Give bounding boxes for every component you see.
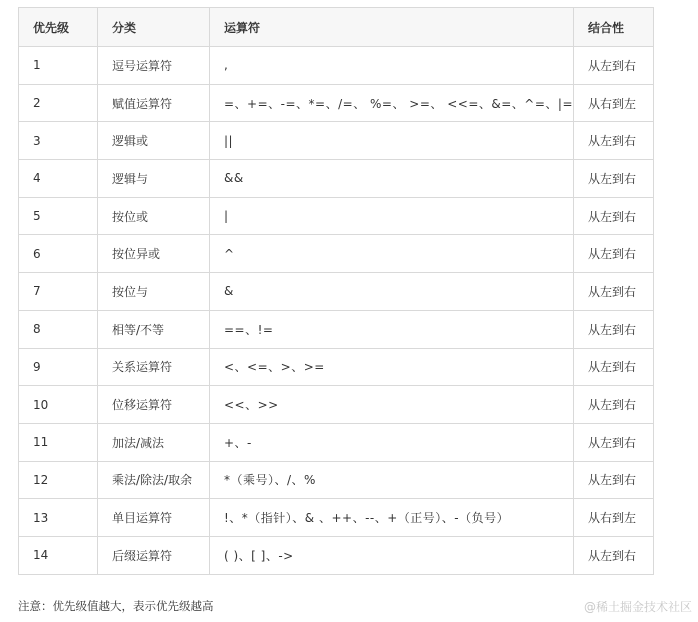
cell-category: 赋值运算符 — [98, 84, 210, 122]
cell-associativity: 从左到右 — [574, 47, 654, 85]
table-row — [19, 47, 654, 85]
cell-priority: 3 — [19, 122, 98, 160]
cell-category: 加法/减法 — [98, 423, 210, 461]
table-row — [19, 386, 654, 424]
cell-priority: 12 — [19, 461, 98, 499]
cell-associativity: 从左到右 — [574, 423, 654, 461]
cell-associativity: 从左到右 — [574, 310, 654, 348]
table-row — [19, 499, 654, 537]
table-row — [19, 160, 654, 198]
header-operator: 运算符 — [210, 8, 574, 47]
table-row — [19, 310, 654, 348]
cell-priority: 8 — [19, 310, 98, 348]
cell-operator: , — [210, 47, 574, 85]
cell-priority: 13 — [19, 499, 98, 537]
cell-associativity: 从左到右 — [574, 197, 654, 235]
cell-priority: 1 — [19, 47, 98, 85]
cell-operator: *（乘号）、/、% — [210, 461, 574, 499]
cell-operator: +、- — [210, 423, 574, 461]
cell-associativity: 从左到右 — [574, 273, 654, 311]
cell-operator: !、*（指针）、& 、++、--、+（正号）、-（负号） — [210, 499, 574, 537]
cell-priority: 11 — [19, 423, 98, 461]
cell-category: 按位或 — [98, 197, 210, 235]
cell-category: 按位与 — [98, 273, 210, 311]
cell-operator: | — [210, 197, 574, 235]
cell-associativity: 从右到左 — [574, 499, 654, 537]
table-row — [19, 122, 654, 160]
table-row — [19, 197, 654, 235]
cell-operator: && — [210, 160, 574, 198]
header-priority: 优先级 — [19, 8, 98, 47]
cell-associativity: 从左到右 — [574, 461, 654, 499]
cell-priority: 2 — [19, 84, 98, 122]
precedence-table-container — [18, 7, 653, 575]
operator-precedence-table — [18, 7, 654, 575]
cell-category: 逻辑与 — [98, 160, 210, 198]
cell-operator: ^ — [210, 235, 574, 273]
cell-category: 逗号运算符 — [98, 47, 210, 85]
footnote: 注意：优先级值越大，表示优先级越高 — [18, 599, 214, 613]
cell-category: 后缀运算符 — [98, 536, 210, 574]
cell-operator: ( )、[ ]、-> — [210, 536, 574, 574]
cell-priority: 7 — [19, 273, 98, 311]
cell-category: 关系运算符 — [98, 348, 210, 386]
cell-associativity: 从左到右 — [574, 235, 654, 273]
table-row — [19, 423, 654, 461]
cell-operator: <<、>> — [210, 386, 574, 424]
cell-priority: 14 — [19, 536, 98, 574]
table-row — [19, 461, 654, 499]
table-body — [19, 47, 654, 575]
header-associativity: 结合性 — [574, 8, 654, 47]
cell-priority: 4 — [19, 160, 98, 198]
cell-associativity: 从左到右 — [574, 122, 654, 160]
cell-category: 乘法/除法/取余 — [98, 461, 210, 499]
cell-associativity: 从左到右 — [574, 536, 654, 574]
cell-operator: =、+=、-=、*=、/=、 %=、 >=、 <<=、&=、^=、|= — [210, 84, 574, 122]
cell-operator: & — [210, 273, 574, 311]
cell-priority: 5 — [19, 197, 98, 235]
cell-associativity: 从右到左 — [574, 84, 654, 122]
cell-operator: || — [210, 122, 574, 160]
table-row — [19, 348, 654, 386]
cell-category: 按位异或 — [98, 235, 210, 273]
cell-priority: 6 — [19, 235, 98, 273]
cell-category: 逻辑或 — [98, 122, 210, 160]
cell-operator: <、<=、>、>= — [210, 348, 574, 386]
table-row — [19, 235, 654, 273]
cell-priority: 9 — [19, 348, 98, 386]
cell-category: 位移运算符 — [98, 386, 210, 424]
cell-priority: 10 — [19, 386, 98, 424]
cell-category: 单目运算符 — [98, 499, 210, 537]
cell-operator: ==、!= — [210, 310, 574, 348]
watermark: @稀土掘金技术社区 — [583, 600, 692, 614]
cell-associativity: 从左到右 — [574, 160, 654, 198]
cell-associativity: 从左到右 — [574, 348, 654, 386]
table-row — [19, 536, 654, 574]
cell-associativity: 从左到右 — [574, 386, 654, 424]
cell-category: 相等/不等 — [98, 310, 210, 348]
table-header-row — [19, 8, 654, 47]
header-category: 分类 — [98, 8, 210, 47]
table-row — [19, 273, 654, 311]
table-row — [19, 84, 654, 122]
